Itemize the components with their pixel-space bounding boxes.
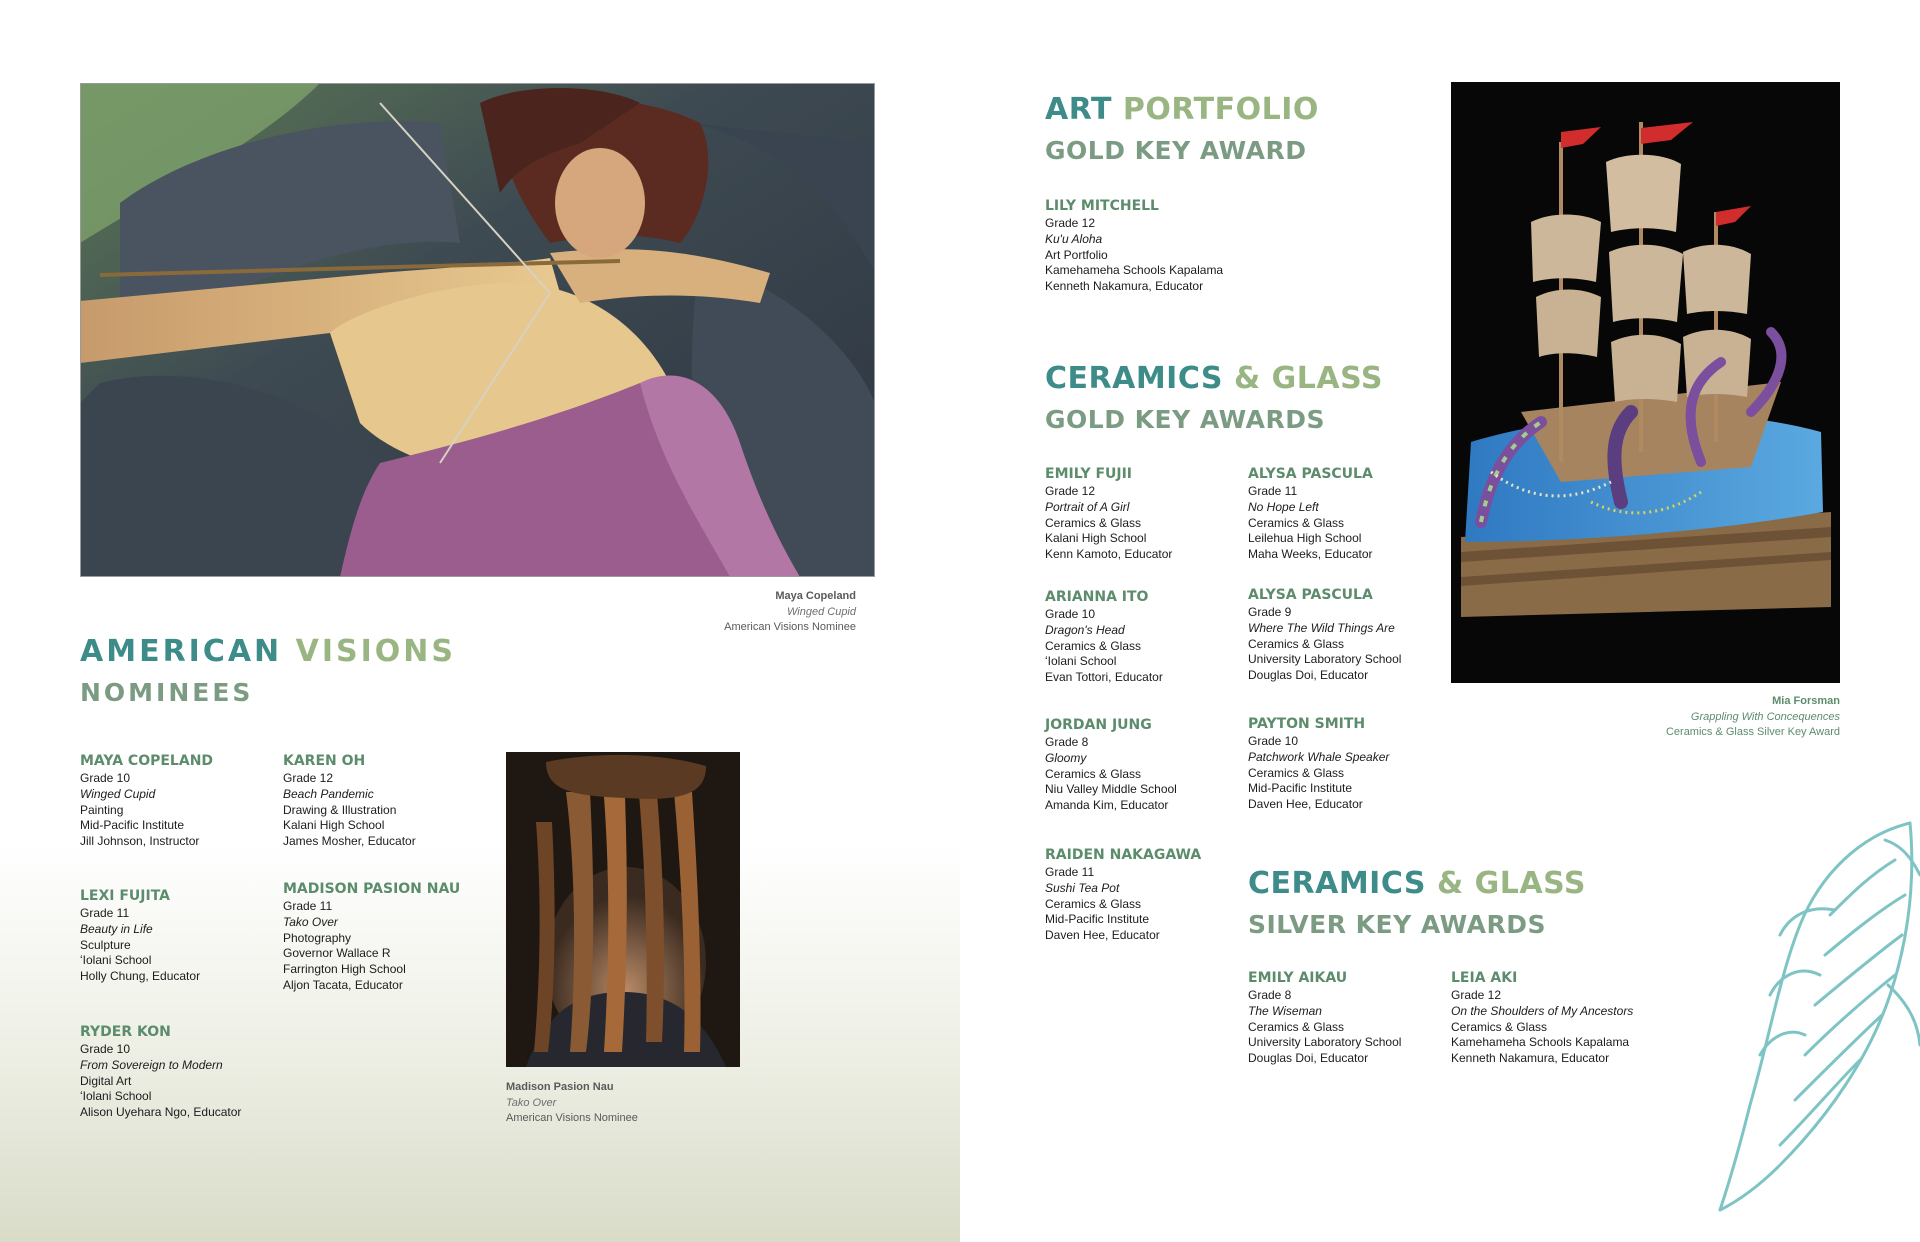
- section-subtitle: GOLD KEY AWARD: [1045, 136, 1307, 165]
- ceramics-gold-heading: [1045, 359, 1383, 438]
- section-title: CERAMICS & GLASS: [1248, 866, 1586, 901]
- nominee-entry: KAREN OH Grade 12 Beach Pandemic Drawing & Illustration Kalani High School James Mosher, Educator: [283, 753, 416, 849]
- art-portfolio-heading: [1045, 90, 1319, 169]
- caption-title: Winged Cupid: [787, 605, 856, 618]
- nominee-entry: MAYA COPELAND Grade 10 Winged Cupid Painting Mid-Pacific Institute Jill Johnson, Instructor: [80, 753, 214, 849]
- caption-award: American Visions Nominee: [506, 1112, 638, 1124]
- caption-title: Grappling With Concequences: [1690, 710, 1840, 723]
- nominee-entry: RYDER KON Grade 10 From Sovereign to Modern Digital Art ʻIolani School Alison Uyehara Ngo, Educator: [80, 1024, 242, 1120]
- award-entry: EMILY AIKAU Grade 8 The Wiseman Ceramics & Glass University Laboratory School Douglas Doi, Educator: [1248, 970, 1402, 1066]
- caption-title: Tako Over: [506, 1096, 557, 1109]
- caption-artist: Madison Pasion Nau: [506, 1081, 614, 1093]
- section-subtitle: NOMINEES: [80, 678, 254, 707]
- tako-over-caption: [506, 1080, 638, 1127]
- ship-caption: [1666, 694, 1840, 741]
- award-entry: JORDAN JUNG Grade 8 Gloomy Ceramics & Glass Niu Valley Middle School Amanda Kim, Educator: [1045, 717, 1177, 813]
- caption-award: American Visions Nominee: [724, 621, 856, 633]
- award-entry: ALYSA PASCULA Grade 11 No Hope Left Ceramics & Glass Leilehua High School Maha Weeks, Educator: [1248, 466, 1373, 562]
- caption-artist: Maya Copeland: [775, 590, 856, 602]
- winged-cupid-painting: [80, 83, 875, 577]
- section-subtitle: GOLD KEY AWARDS: [1045, 405, 1325, 434]
- tako-over-photo: [506, 752, 740, 1067]
- section-title: CERAMICS & GLASS: [1045, 361, 1383, 396]
- nominee-entry: LEXI FUJITA Grade 11 Beauty in Life Sculpture ʻIolani School Holly Chung, Educator: [80, 888, 201, 984]
- american-visions-heading: [80, 632, 456, 711]
- ceramics-silver-heading: [1248, 864, 1586, 943]
- award-entry: LEIA AKI Grade 12 On the Shoulders of My Ancestors Ceramics & Glass Kamehameha Schools Kapalama Kenneth Nakamura, Educator: [1451, 970, 1634, 1066]
- award-entry: RAIDEN NAKAGAWA Grade 11 Sushi Tea Pot Ceramics & Glass Mid-Pacific Institute Daven Hee, Educator: [1045, 847, 1202, 943]
- caption-award: Ceramics & Glass Silver Key Award: [1665, 726, 1840, 738]
- winged-cupid-caption: [724, 589, 856, 636]
- award-entry: PAYTON SMITH Grade 10 Patchwork Whale Speaker Ceramics & Glass Mid-Pacific Institute Daven Hee, Educator: [1248, 716, 1390, 812]
- award-entry: LILY MITCHELL Grade 12 Ku'u Aloha Art Portfolio Kamehameha Schools Kapalama Kenneth Nakamura, Educator: [1045, 198, 1224, 294]
- award-entry: ALYSA PASCULA Grade 9 Where The Wild Things Are Ceramics & Glass University Laboratory School Douglas Doi, Educator: [1248, 587, 1402, 683]
- grappling-ship-photo: [1451, 82, 1840, 683]
- right-page: [960, 0, 1920, 1242]
- nominee-entry: MADISON PASION NAU Grade 11 Tako Over Photography Governor Wallace R Farrington High School Aljon Tacata, Educator: [283, 881, 461, 992]
- section-title: AMERICAN VISIONS: [80, 634, 456, 669]
- caption-artist: Mia Forsman: [1772, 695, 1840, 707]
- award-entry: ARIANNA ITO Grade 10 Dragon's Head Ceramics & Glass ʻIolani School Evan Tottori, Educator: [1045, 589, 1163, 685]
- section-subtitle: SILVER KEY AWARDS: [1248, 910, 1546, 939]
- monstera-leaf-icon: [1710, 815, 1920, 1215]
- section-title: ART PORTFOLIO: [1045, 92, 1319, 127]
- award-entry: EMILY FUJII Grade 12 Portrait of A Girl Ceramics & Glass Kalani High School Kenn Kamoto, Educator: [1045, 466, 1173, 562]
